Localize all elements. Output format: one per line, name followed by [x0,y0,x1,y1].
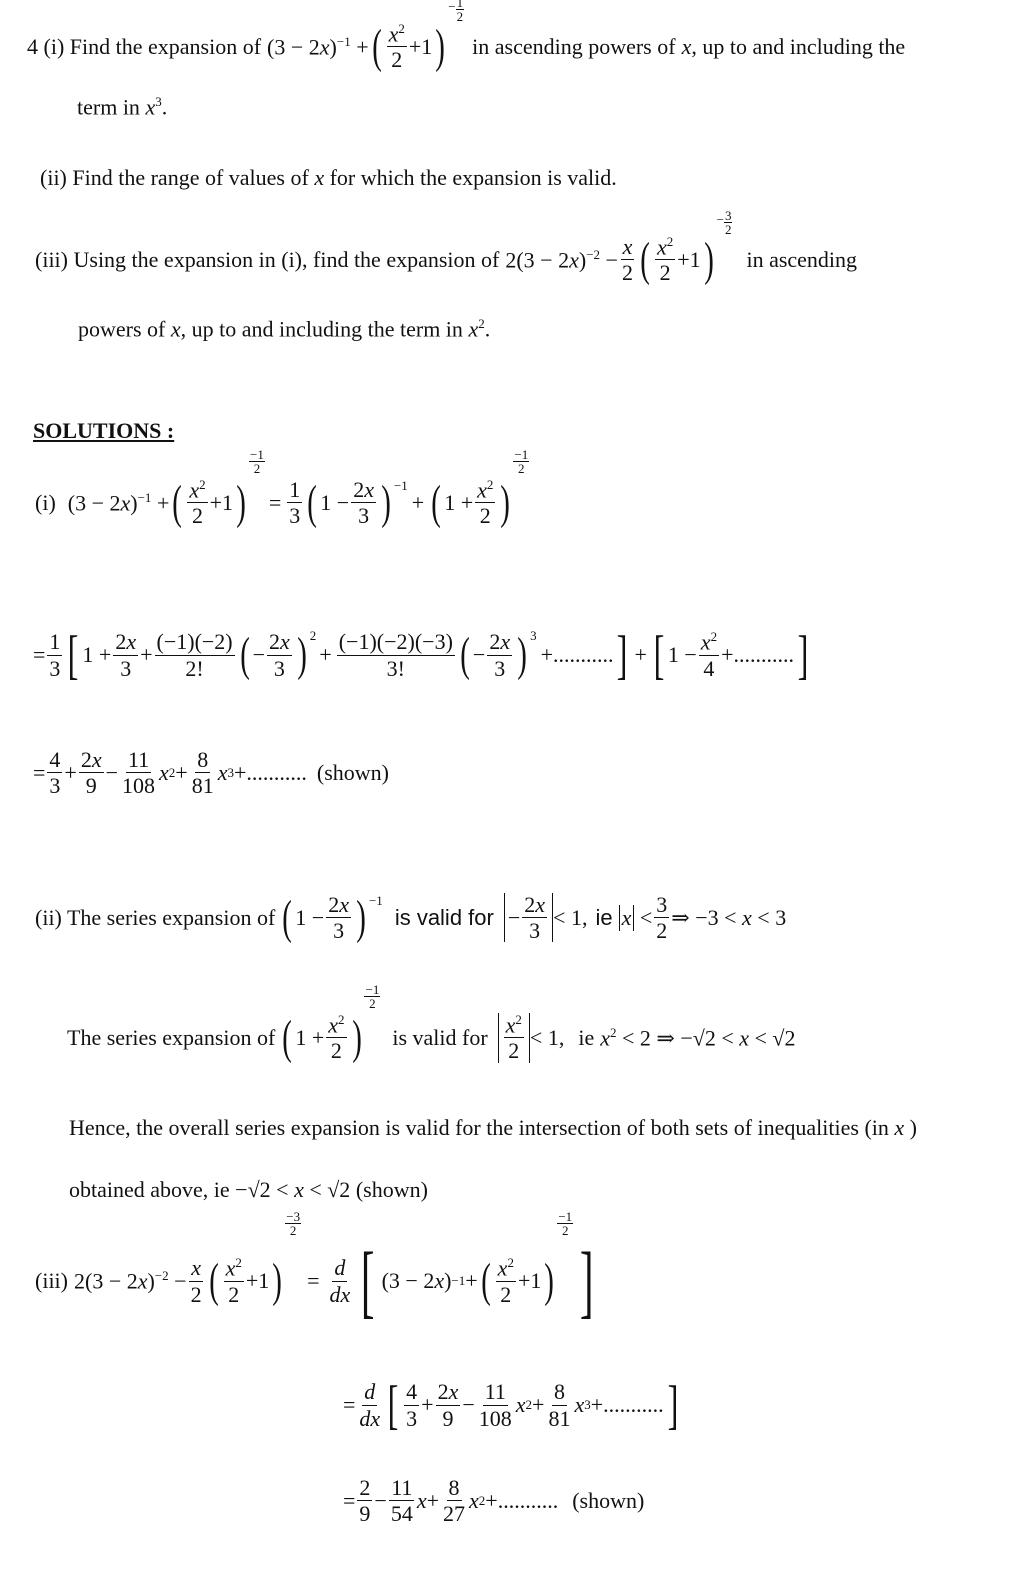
solution-i-label: (i) [35,489,56,515]
solution-i-line2: = $\frac{1}{3}$ [ 1 + $\frac{2x}{3}$ + $\frac{(-1)(-2)}{2!}$ ( − $\frac{2x}{3}$ ) $^2$ + $\frac{(-1)(-2)(-3)}{3!}$ ( − $\frac{2x}{3}$ ) $^3$ + ........... ] + [ 1 − $\frac{x^2}{4}$ + ........... ] [33,625,809,685]
question-i-prefix: 4 (i) Find the expansion of [27,33,262,59]
solution-ii-hence-text: Hence, the overall series expansion is valid for the intersection of both sets of inequalities (in [69,1115,889,1140]
question-i-tail: , up to and including the [691,33,906,59]
question-part-iii: (iii) Using the expansion in (i), find the expansion of $2(3 - 2x)^{-2}$ − $\frac{x}{2}$ ( $\frac{x^2}{2}$ +1 ) − $\frac{3}{2}$ in ascending [35,208,858,286]
solution-ii-line1: (ii) The series expansion of ( 1 − $\frac{2x}{3}$ ) $^{-1}$ is valid for − $\frac{2x}{3}$ < 1, ie x < $\frac{3}{2}$ ⇒ −3 < x < 3 [35,890,787,944]
shown-3: (shown) [572,1487,645,1513]
question-part-iii-line2: powers of x, up to and including the term in $x^2$. [78,316,491,342]
solution-iii-line3: = $\frac{2}{9}$ − $\frac{11}{54}$ x + $\frac{8}{27}$ x 2 + ........... (shown) [343,1475,645,1527]
dots-4: ........... [603,1392,664,1417]
dots-1: ........... [552,642,614,667]
question-iii-prefix: (iii) Using the expansion in (i), find the expansion of [35,246,500,272]
question-part-i-line2: term in $x^3$. [77,94,168,120]
shown-1: (shown) [316,759,390,785]
question-iii-tail: in ascending [746,246,858,272]
solution-ii-line2: The series expansion of ( 1 + $\frac{x^2}{2}$ ) −1 2 is valid for $\frac{x^2}{2}$ < 1, ie $x^2 < 2$ ⇒ −√2 < x < √2 [67,982,796,1064]
question-part-i: 4 (i) Find the expansion of $(3 - 2x)^{-1}$ + ( $\frac{x^2}{2}$ +1 ) − $\frac{1}{2}$ in ascending powers of x , up to and including the [27,22,905,72]
question-part-ii: (ii) Find the range of values of x for which the expansion is valid. [40,165,617,190]
solution-i-line1: (i) $(3 - 2x)^{-1}$ + ( $\frac{x^2}{2}$ +1 ) $\frac{-1}{2}$ = $\frac{1}{3}$ ( 1 − $\frac{2x}{3}$ ) $^{-1}$ + ( 1 + $\frac{x^2}{2}$ ) −1 2 [35,447,529,529]
solution-iii-label: (iii) [35,1268,68,1293]
question-ii-text: (ii) Find the range of values of [40,165,309,190]
dots-3: ........... [246,759,307,785]
solution-ii-obtained-text: obtained above, ie [69,1177,230,1202]
solution-iii-line1: (iii) $2(3 - 2x)^{-2}$ − $\frac{x}{2}$ ( $\frac{x^2}{2}$ +1 ) $\frac{-3}{2}$ = $\frac{d}{dx}$ [ (3 − 2 x ) −1 + ( $\frac{x^2}{2}$ +1 ) −1 2 ] [35,1209,594,1326]
solutions-heading: SOLUTIONS : [33,418,175,443]
question-ii-tail: for which the expansion is valid. [329,165,617,190]
solution-i-line3: = $\frac{4}{3}$ + $\frac{2x}{9}$ − $\frac{11}{108}$ x 2 + $\frac{8}{81}$ x 3 + ........... (shown) [33,747,390,799]
solution-ii-valid1: is valid for [394,904,494,930]
solution-ii-text1: (ii) The series expansion of [35,904,276,930]
solution-ii-text2: The series expansion of [67,1024,276,1050]
dots-5: ........... [497,1487,559,1513]
solution-ii-valid2: is valid for [392,1024,488,1050]
question-i-line2: term in [77,94,140,120]
dots-2: ........... [733,642,794,667]
solution-iii-line2: = $\frac{d}{dx}$ [ $\frac{4}{3}$ + $\frac{2x}{9}$ − $\frac{11}{108}$ x 2 + $\frac{8}{81}$ x 3 + ........... ] [343,1375,679,1435]
question-iii-line2: powers of [78,316,166,342]
question-i-mid: in ascending powers of [472,33,676,59]
solution-ii-obtained: obtained above, ie −√2 < x < √2 (shown) [69,1177,428,1202]
solution-ii-hence: Hence, the overall series expansion is valid for the intersection of both sets of inequalities (in x ) [69,1115,917,1140]
shown-2: (shown) [355,1177,428,1202]
solution-ii-ie2: ie [578,1024,595,1050]
solution-ii-ie1: ie [595,904,613,930]
question-iii-line2-tail: , up to and including the term in [180,316,463,342]
